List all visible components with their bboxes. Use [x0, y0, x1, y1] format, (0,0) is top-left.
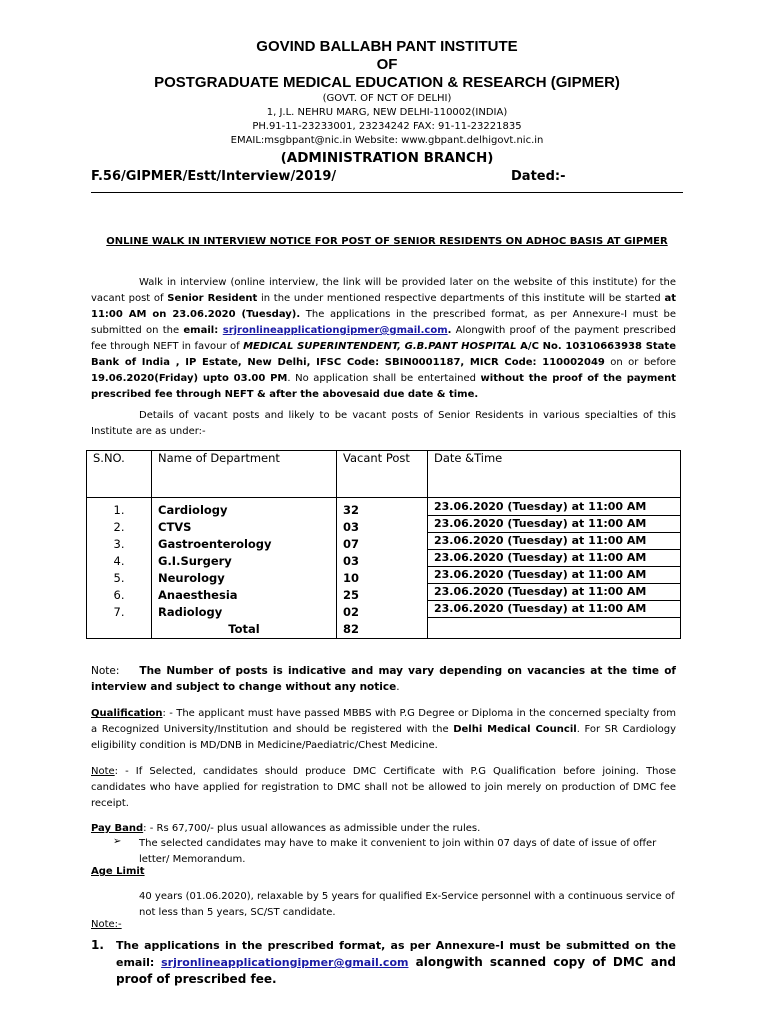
- table-cell: 23.06.2020 (Tuesday) at 11:00 AM: [428, 516, 680, 533]
- header-department: Name of Department: [152, 451, 337, 498]
- table-cell: 07: [343, 537, 360, 551]
- header-sno: S.NO.: [87, 451, 152, 498]
- note-item-text: [116, 938, 676, 988]
- department-column: [152, 498, 337, 639]
- intro-text-3: The applications in the prescribed format, as per Annexure-I must be submitted on the: [91, 309, 676, 336]
- sno-column: [87, 498, 152, 639]
- intro-start-date: at 11:00 AM on 23.06.2020 (Tuesday).: [91, 293, 676, 320]
- institute-name-line3: POSTGRADUATE MEDICAL EDUCATION & RESEARCH (GIPMER): [154, 74, 620, 91]
- header-divider: [91, 192, 683, 193]
- header-vacant-post: Vacant Post: [337, 451, 428, 498]
- table-cell: CTVS: [158, 520, 192, 534]
- note-item-number: 1.: [91, 938, 104, 952]
- note-end: .: [396, 681, 400, 693]
- table-cell: 23.06.2020 (Tuesday) at 11:00 AM: [428, 550, 680, 567]
- note-text: The Number of posts is indicative and may vary depending on vacancies at the time of interview and subject to change without any notice: [91, 665, 676, 693]
- header-date-time: Date &Time: [428, 451, 681, 498]
- qualification-section: [91, 706, 676, 754]
- table-cell: 03: [343, 554, 360, 568]
- table-cell: G.I.Surgery: [158, 554, 232, 568]
- intro-text-1: Walk in interview (online interview, the link will be provided later on the website of this institute) for the vacant post of: [91, 277, 676, 304]
- table-cell: [428, 618, 680, 636]
- note-label: Note:: [91, 665, 120, 677]
- table-cell: 25: [343, 588, 360, 602]
- payband-text: : - Rs 67,700/- plus usual allowances as admissible under the rules.: [143, 823, 481, 834]
- due-date: 19.06.2020(Friday) upto 03.00 PM: [91, 373, 288, 384]
- intro-text-5: on or before: [604, 357, 677, 368]
- table-cell: 23.06.2020 (Tuesday) at 11:00 AM: [428, 567, 680, 584]
- table-body-row: [87, 498, 681, 639]
- table-cell: 1.: [113, 503, 125, 517]
- table-cell: 23.06.2020 (Tuesday) at 11:00 AM: [428, 533, 680, 550]
- vacancy-table: [86, 450, 681, 639]
- intro-text-4: Alongwith proof of the payment prescribed fee through NEFT in favour of: [91, 325, 676, 352]
- agelimit-text: 40 years (01.06.2020), relaxable by 5 years for qualified Ex-Service personnel with a continuous service of not less than 5 years, SC/ST candidate.: [139, 891, 675, 918]
- institute-name-line2: OF: [376, 56, 398, 73]
- govt-line: (GOVT. OF NCT OF DELHI): [322, 93, 452, 104]
- table-cell: 10: [343, 571, 360, 585]
- note-dmc: [91, 764, 676, 812]
- bank-details: A/C No. 10310663938 State Bank of India , IP Estate, New Delhi, IFSC Code: SBIN0001187, MICR Code: 110002049: [91, 341, 676, 368]
- table-cell: 03: [343, 520, 360, 534]
- table-cell: 32: [343, 503, 360, 517]
- total-value: 82: [343, 622, 360, 636]
- council-name: Delhi Medical Council: [453, 724, 577, 735]
- table-cell: 23.06.2020 (Tuesday) at 11:00 AM: [428, 584, 680, 601]
- intro-paragraph: [91, 275, 676, 403]
- qualification-text-2: . For SR Cardiology eligibility condition is MD/DNB in Medicine/Paediatric/Chest Medicine.: [91, 724, 676, 751]
- institute-header: [91, 38, 683, 166]
- notice-title: ONLINE WALK IN INTERVIEW NOTICE FOR POST OF SENIOR RESIDENTS ON ADHOC BASIS AT GIPMER: [106, 236, 668, 247]
- intro-text-2: in the under mentioned respective departments of this institute will be started: [257, 293, 665, 304]
- table-header-row: [87, 451, 681, 498]
- intro-text-7: without the proof of the payment prescribed fee through NEFT & after the abovesaid due date & time.: [91, 373, 676, 400]
- table-cell: 6.: [113, 588, 125, 602]
- branch-title: (ADMINISTRATION BRANCH): [280, 150, 494, 166]
- intro-text-6: . No application shall be entertained: [287, 373, 481, 384]
- table-cell: 23.06.2020 (Tuesday) at 11:00 AM: [428, 601, 680, 618]
- intro-period: .: [447, 325, 452, 336]
- payee-name: MEDICAL SUPERINTENDENT, G.B.PANT HOSPITAL: [243, 341, 517, 352]
- table-cell: Anaesthesia: [158, 588, 238, 602]
- table-cell: Gastroenterology: [158, 537, 272, 551]
- note-email-link[interactable]: srjronlineapplicationgipmer@gmail.com: [161, 956, 409, 969]
- reference-number: F.56/GIPMER/Estt/Interview/2019/: [91, 169, 337, 184]
- note-dmc-text: : - If Selected, candidates should produce DMC Certificate with P.G Qualification before joining. Those candidates who have applied for registration to DMC shall not be allowed to join merely on production of DMC fee receipt.: [91, 766, 676, 809]
- agelimit-label-wrap: [91, 864, 676, 880]
- payband-bullet: The selected candidates may have to make it convenient to join within 07 days of date of issue of offer letter/ Memorandum.: [139, 838, 657, 865]
- qualification-text-1: : - The applicant must have passed MBBS with P.G Degree or Diploma in the concerned specialty from a Recognized University/Institution and should be registered with the: [91, 708, 676, 735]
- note-indicative: [91, 663, 676, 695]
- address-line: 1, J.L. NEHRU MARG, NEW DELHI-110002(INDIA): [266, 107, 508, 118]
- table-cell: 5.: [113, 571, 125, 585]
- table-cell: 4.: [113, 554, 125, 568]
- payband-section: [91, 821, 676, 837]
- agelimit-label: Age Limit: [91, 866, 145, 877]
- table-cell: Cardiology: [158, 503, 228, 517]
- phone-line: PH.91-11-23233001, 23234242 FAX: 91-11-23221835: [252, 121, 522, 132]
- intro-post-name: Senior Resident: [167, 293, 258, 304]
- note-item-text-1: The applications in the prescribed format, as per Annexure-I must be submitted on the email:: [116, 939, 676, 969]
- total-label: Total: [228, 622, 260, 636]
- intro-email-label: email:: [183, 325, 223, 336]
- dated-label: Dated:-: [511, 169, 566, 184]
- posts-column: [337, 498, 428, 639]
- table-cell: 2.: [113, 520, 125, 534]
- table-cell: 23.06.2020 (Tuesday) at 11:00 AM: [428, 498, 680, 516]
- note-item-text-2: alongwith scanned copy of DMC and proof of prescribed fee.: [116, 955, 676, 986]
- arrow-bullet-icon: ➢: [113, 836, 122, 847]
- details-paragraph: Details of vacant posts and likely to be vacant posts of Senior Residents in various specialties of this Institute are as under:-: [91, 410, 676, 437]
- table-cell: 02: [343, 605, 360, 619]
- table-cell: 7.: [113, 605, 125, 619]
- note-dmc-label: Note: [91, 766, 115, 777]
- table-cell: Neurology: [158, 571, 225, 585]
- institute-name-line1: GOVIND BALLABH PANT INSTITUTE: [256, 38, 518, 55]
- payband-label: Pay Band: [91, 823, 144, 834]
- table-cell: 3.: [113, 537, 125, 551]
- table-cell: Radiology: [158, 605, 223, 619]
- table-cell: [93, 621, 145, 638]
- reference-row: [91, 169, 683, 184]
- note-final-label: Note:-: [91, 919, 122, 930]
- email-line: EMAIL:msgbpant@nic.in Website: www.gbpant.delhigovt.nic.in: [230, 135, 544, 146]
- qualification-label: Qualification: [91, 708, 163, 719]
- application-email-link[interactable]: srjronlineapplicationgipmer@gmail.com: [222, 325, 448, 336]
- date-column: [428, 498, 681, 639]
- note-final-label-wrap: [91, 917, 676, 933]
